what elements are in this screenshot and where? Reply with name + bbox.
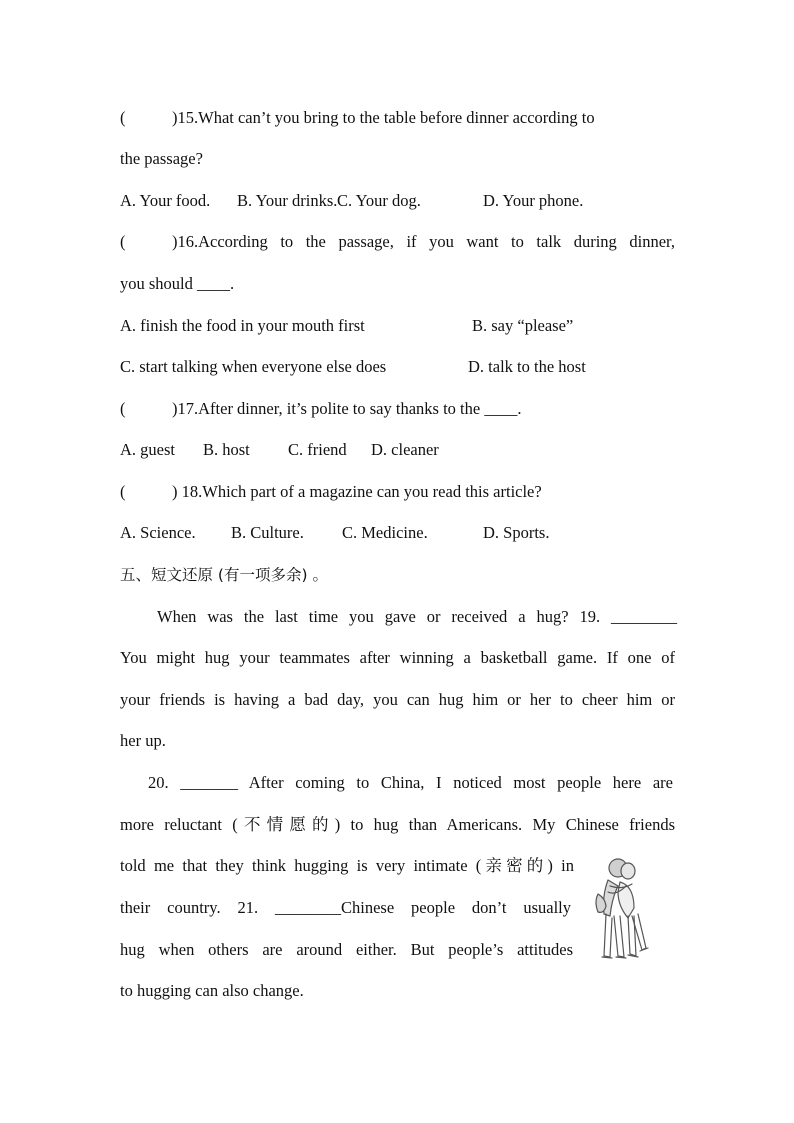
question-15-text: )15.What can’t you bring to the table before dinner according to [172,108,595,127]
passage-p2-line5: hug when others are around either. But people’s attitudes [120,940,573,959]
question-16-line2: you should ____. [120,274,235,293]
question-17-text: )17.After dinner, it’s polite to say thanks to the ____. [172,399,522,418]
option-17-d: D. cleaner [371,440,439,459]
passage-p1-line1: When was the last time you gave or received a hug? 19. ________ [157,607,677,626]
option-18-d: D. Sports. [483,523,550,542]
hugging-people-illustration [588,856,652,962]
question-15-line2: the passage? [120,149,203,168]
passage-p2-line2: more reluctant (不情愿的) to hug than Americans. My Chinese friends [120,815,675,834]
option-16-d: D. talk to the host [468,357,586,376]
answer-blank-15[interactable]: ( [120,108,126,127]
passage-p2-line4: their country. 21. ________Chinese people don’t usually [120,898,571,917]
passage-p1-line4: her up. [120,731,166,750]
option-16-b: B. say “please” [472,316,574,335]
question-17-line1 [120,399,675,419]
passage-p1-line2: You might hug your teammates after winning a basketball game. If one of [120,648,675,667]
question-18-text: ) 18.Which part of a magazine can you read this article? [172,482,542,501]
option-18-b: B. Culture. [231,523,304,542]
passage-p2-line3: told me that they think hugging is very intimate (亲密的) in [120,856,574,875]
option-18-a: A. Science. [120,523,196,542]
option-17-b: B. host [203,440,250,459]
passage-p1-line3: your friends is having a bad day, you can hug him or her to cheer him or [120,690,675,709]
question-16-line1 [120,232,675,252]
option-17-c: C. friend [288,440,347,459]
answer-blank-16[interactable]: ( [120,232,126,251]
question-16-text: )16.According to the passage, if you want to talk during dinner, [172,232,675,251]
answer-blank-18[interactable]: ( [120,482,126,501]
option-17-a: A. guest [120,440,175,459]
passage-p2-line6: to hugging can also change. [120,981,304,1000]
option-15-c: C. Your dog. [337,191,421,210]
section-5-heading: 五、短文还原 (有一项多余) 。 [120,566,328,584]
option-15-a: A. Your food. [120,191,211,210]
option-16-a: A. finish the food in your mouth first [120,316,365,335]
option-18-c: C. Medicine. [342,523,428,542]
option-15-d: D. Your phone. [483,191,584,210]
option-15-b: B. Your drinks. [237,191,338,210]
question-15-line1 [120,108,675,128]
passage-p2-line1: 20. _______ After coming to China, I noticed most people here are [148,773,673,792]
option-16-c: C. start talking when everyone else does [120,357,387,376]
question-18-line1 [120,482,675,502]
answer-blank-17[interactable]: ( [120,399,126,418]
